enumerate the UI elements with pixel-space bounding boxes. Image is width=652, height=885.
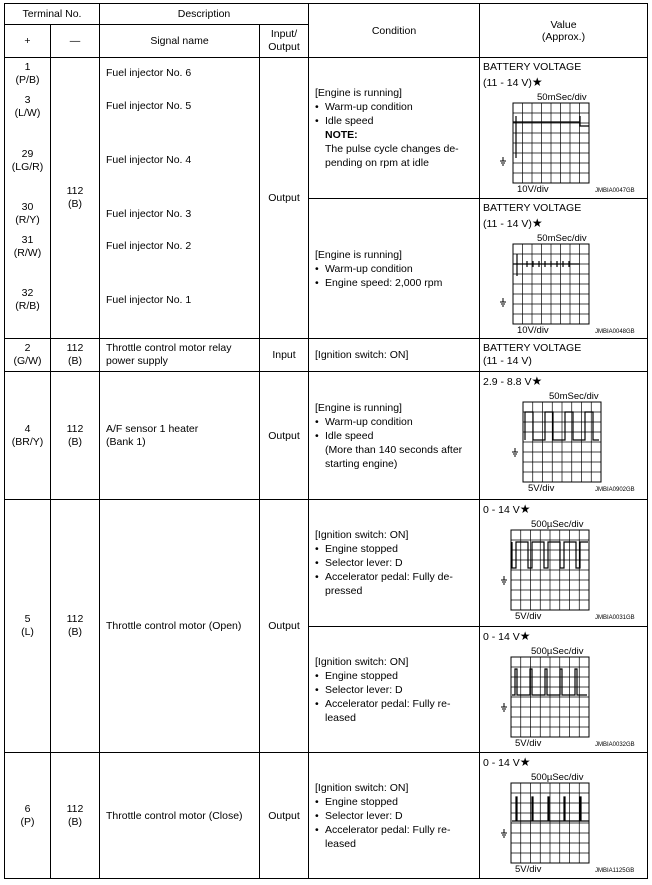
terminal-spec-table — [4, 3, 648, 879]
terminal-6 — [5, 753, 51, 879]
signal-name: (Bank 1) — [106, 435, 146, 448]
condition-line: • Warm-up condition — [315, 100, 479, 114]
terminal-num: 4 — [24, 422, 31, 435]
waveform-trace — [512, 669, 587, 695]
ground-num: 112 — [66, 342, 84, 354]
ground-num: 112 — [66, 422, 84, 435]
condition-note: NOTE: — [325, 129, 358, 141]
condition-line: • Selector lever: D — [315, 683, 479, 697]
figure-code: JMBIA0031GB — [595, 615, 635, 621]
header-description: Description — [100, 4, 309, 25]
condition-line: [Ignition switch: ON] — [315, 781, 409, 794]
value-2 — [480, 339, 648, 372]
figure-code: JMBIA0047GB — [595, 188, 635, 194]
terminal-color: (P) — [20, 815, 35, 828]
scope-grid — [513, 244, 589, 324]
value-text: BATTERY VOLTAGE — [483, 61, 582, 73]
row-terminal-6 — [5, 753, 648, 879]
value-5-depressed — [480, 500, 648, 627]
condition-line: • Accelerator pedal: Fully re- — [315, 697, 479, 711]
value-text: 0 - 14 V — [483, 631, 520, 643]
condition-line: • Warm-up condition — [315, 262, 479, 276]
star-icon: ★ — [531, 216, 543, 230]
condition-line: • Selector lever: D — [315, 556, 479, 570]
scope-grid — [513, 103, 589, 183]
signal-2 — [100, 339, 260, 372]
header-minus: — — [51, 25, 100, 58]
signal-name: Fuel injector No. 6 — [106, 67, 192, 79]
terminal-5 — [5, 500, 51, 753]
header-terminal-no: Terminal No. — [5, 4, 100, 25]
header-value-label: Value — [550, 18, 577, 31]
condition-line: leased — [325, 711, 356, 724]
star-icon: ★ — [531, 374, 543, 388]
star-icon: ★ — [519, 629, 531, 643]
value-text: (11 - 14 V) — [483, 77, 532, 89]
figure-code: JMBIA0048GB — [595, 329, 635, 335]
io-5: Output — [260, 500, 309, 753]
terminal-color: (LG/R) — [11, 161, 44, 173]
injector-condition-2000rpm — [309, 199, 480, 339]
signal-name: Fuel injector No. 3 — [106, 208, 192, 220]
signal-name: Throttle control motor relay — [106, 342, 232, 354]
condition-line: pressed — [325, 585, 363, 597]
ground-symbol-icon — [501, 829, 507, 837]
signal-5: Throttle control motor (Open) — [100, 500, 260, 753]
value-text: (11 - 14 V) — [483, 355, 532, 367]
condition-5-depressed — [309, 500, 480, 627]
time-div-label: 50mSec/div — [537, 233, 587, 244]
volt-div-label: 5V/div — [515, 864, 542, 875]
terminal-num: 30 — [21, 201, 34, 213]
row-terminal-2 — [5, 339, 648, 372]
ground-symbol-icon — [501, 703, 507, 711]
header-row-1 — [5, 4, 648, 25]
value-6 — [480, 753, 648, 879]
time-div-label: 500µSec/div — [531, 772, 584, 783]
signal-name: Fuel injector No. 4 — [106, 154, 192, 166]
terminal-color: (R/B) — [15, 300, 40, 312]
terminal-color: (R/Y) — [15, 214, 40, 226]
condition-4 — [309, 372, 480, 500]
oscilloscope-waveform — [483, 91, 643, 195]
terminal-color: (BR/Y) — [11, 435, 44, 448]
signal-name: Fuel injector No. 1 — [106, 294, 192, 306]
row-terminal-5-a — [5, 500, 648, 627]
time-div-label: 50mSec/div — [549, 391, 599, 402]
ground-num: 112 — [66, 613, 84, 625]
condition-line: [Ignition switch: ON] — [315, 349, 409, 361]
ground-color: (B) — [68, 198, 82, 210]
header-value-approx: (Approx.) — [541, 30, 586, 43]
volt-div-label: 10V/div — [517, 184, 549, 195]
oscilloscope-waveform — [483, 518, 643, 622]
oscilloscope-waveform — [483, 771, 643, 875]
injector-value-idle — [480, 58, 648, 199]
condition-5-released — [309, 627, 480, 753]
injector-row-a — [5, 58, 648, 199]
figure-code: JMBIA0032GB — [595, 742, 635, 748]
terminal-color: (L/W) — [14, 107, 41, 119]
terminal-2 — [5, 339, 51, 372]
condition-6 — [309, 753, 480, 879]
time-div-label: 500µSec/div — [531, 646, 584, 657]
oscilloscope-waveform — [483, 390, 643, 494]
header-signal-name: Signal name — [100, 25, 260, 58]
condition-2 — [309, 339, 480, 372]
signal-6: Throttle control motor (Close) — [100, 753, 260, 879]
ground-4 — [51, 372, 100, 500]
value-text: (11 - 14 V) — [483, 218, 532, 230]
signal-name: A/F sensor 1 heater — [106, 422, 199, 435]
injector-ground — [51, 58, 100, 339]
volt-div-label: 10V/div — [517, 325, 549, 336]
ground-color: (B) — [68, 435, 82, 448]
terminal-num: 5 — [24, 613, 31, 625]
row-terminal-4 — [5, 372, 648, 500]
injector-terminals — [5, 58, 51, 339]
ground-symbol-icon — [500, 298, 506, 306]
time-div-label: 500µSec/div — [531, 519, 584, 530]
header-value — [480, 4, 648, 58]
volt-div-label: 5V/div — [515, 738, 542, 749]
terminal-color: (L) — [21, 626, 34, 638]
condition-line: leased — [325, 837, 356, 850]
time-div-label: 50mSec/div — [537, 92, 587, 103]
io-4: Output — [260, 372, 309, 500]
value-text: BATTERY VOLTAGE — [483, 342, 582, 354]
condition-line: • Accelerator pedal: Fully de- — [315, 570, 479, 584]
condition-line: • Selector lever: D — [315, 809, 479, 823]
star-icon: ★ — [531, 75, 543, 89]
header-plus: + — [5, 25, 51, 58]
ground-symbol-icon — [501, 576, 507, 584]
volt-div-label: 5V/div — [528, 483, 555, 494]
value-4 — [480, 372, 648, 500]
injector-signals — [100, 58, 260, 339]
signal-name: Fuel injector No. 2 — [106, 240, 192, 252]
io-2: Input — [260, 339, 309, 372]
condition-line: • Accelerator pedal: Fully re- — [315, 823, 479, 837]
waveform-trace — [513, 254, 579, 276]
ground-2 — [51, 339, 100, 372]
terminal-color: (G/W) — [13, 355, 42, 367]
ground-color: (B) — [68, 626, 82, 638]
ground-num: 112 — [66, 802, 84, 815]
star-icon: ★ — [519, 502, 531, 516]
scope-grid — [511, 783, 589, 863]
ground-6 — [51, 753, 100, 879]
volt-div-label: 5V/div — [515, 611, 542, 622]
signal-name: Fuel injector No. 5 — [106, 100, 192, 112]
terminal-num: 6 — [24, 802, 31, 815]
terminal-num: 1 — [24, 61, 31, 73]
condition-line: pending on rpm at idle — [325, 157, 429, 169]
value-text: 2.9 - 8.8 V — [483, 376, 532, 388]
ground-color: (B) — [68, 355, 82, 367]
condition-line: • Engine stopped — [315, 542, 479, 556]
condition-line: • Engine stopped — [315, 795, 479, 809]
condition-line: [Ignition switch: ON] — [315, 655, 409, 668]
terminal-4 — [5, 372, 51, 500]
condition-line: • Engine speed: 2,000 rpm — [315, 276, 479, 290]
condition-line: [Ignition switch: ON] — [315, 529, 409, 541]
oscilloscope-waveform — [483, 645, 643, 749]
terminal-num: 31 — [21, 234, 34, 246]
figure-code: JMBIA0902GB — [595, 487, 635, 493]
signal-name: power supply — [106, 355, 168, 367]
header-input-output: Input/ Output — [260, 25, 309, 58]
terminal-num: 2 — [24, 342, 31, 354]
scope-grid — [523, 402, 601, 482]
ground-symbol-icon — [512, 448, 518, 456]
injector-io: Output — [260, 58, 309, 339]
value-text: 0 - 14 V — [483, 757, 520, 769]
ground-5 — [51, 500, 100, 753]
condition-line: • Engine stopped — [315, 669, 479, 683]
condition-line: starting engine) — [325, 457, 398, 470]
ground-color: (B) — [68, 815, 82, 828]
condition-line: (More than 140 seconds after — [325, 443, 463, 456]
signal-4 — [100, 372, 260, 500]
condition-line: • Idle speed — [315, 114, 479, 128]
terminal-color: (P/B) — [15, 74, 40, 86]
header-condition: Condition — [309, 4, 480, 58]
value-5-released — [480, 627, 648, 753]
condition-line: • Idle speed — [315, 429, 479, 443]
condition-line: [Engine is running] — [315, 87, 402, 99]
terminal-num: 32 — [21, 287, 34, 299]
waveform-trace — [512, 797, 589, 821]
condition-line: The pulse cycle changes de- — [325, 143, 459, 155]
terminal-num: 3 — [24, 94, 31, 106]
terminal-num: 29 — [21, 148, 34, 160]
condition-line: • Warm-up condition — [315, 415, 479, 429]
oscilloscope-waveform — [483, 232, 643, 336]
value-text: BATTERY VOLTAGE — [483, 202, 582, 214]
condition-line: [Engine is running] — [315, 248, 402, 261]
value-text: 0 - 14 V — [483, 504, 520, 516]
io-6: Output — [260, 753, 309, 879]
injector-condition-idle — [309, 58, 480, 199]
ground-num: 112 — [66, 185, 84, 197]
condition-line: [Engine is running] — [315, 401, 402, 414]
star-icon: ★ — [519, 755, 531, 769]
injector-value-2000rpm — [480, 199, 648, 339]
ground-symbol-icon — [500, 157, 506, 165]
figure-code: JMBIA1125GB — [595, 868, 635, 874]
terminal-color: (R/W) — [13, 247, 42, 259]
